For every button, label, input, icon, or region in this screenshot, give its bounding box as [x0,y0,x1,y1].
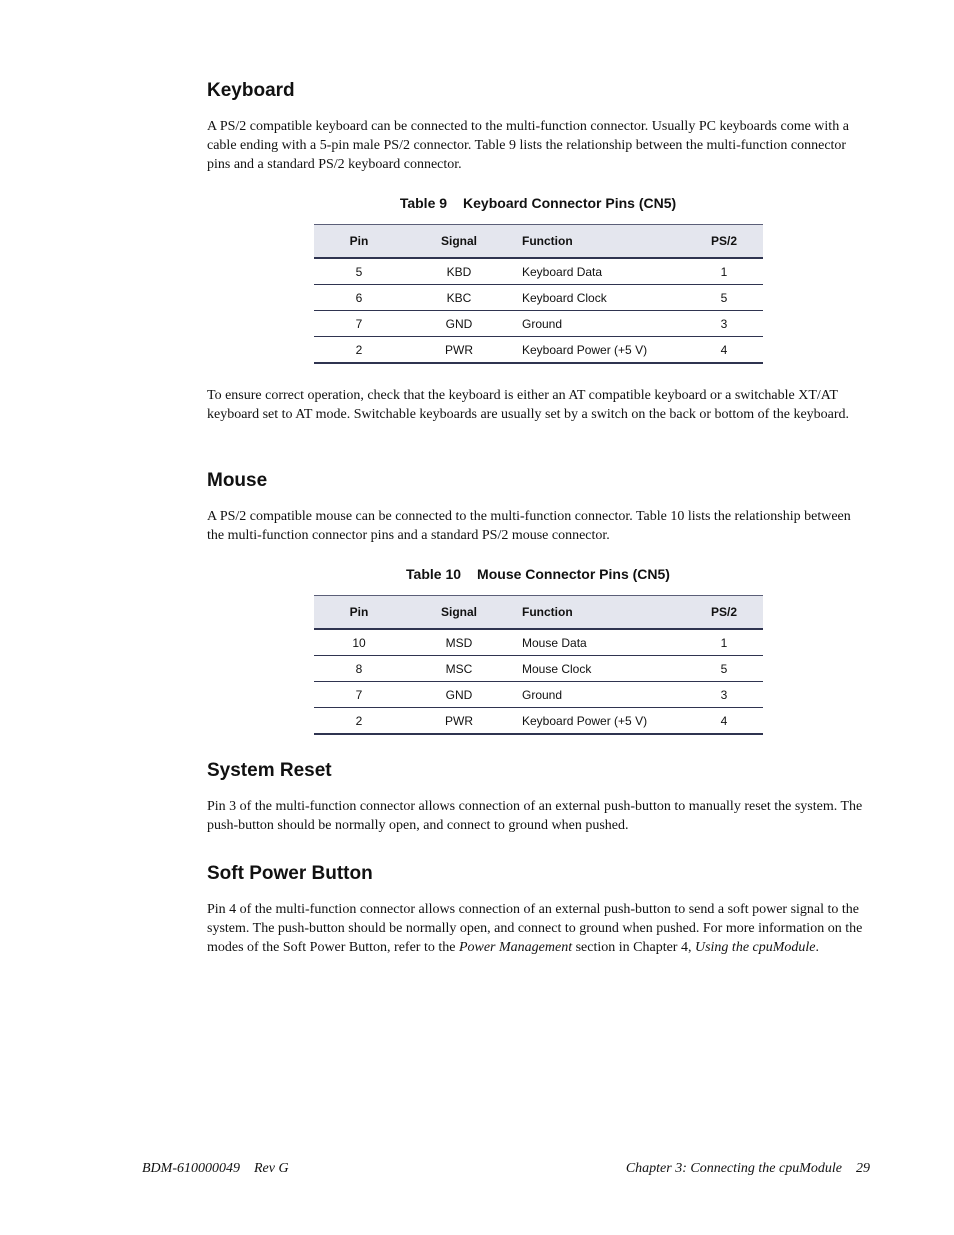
cell-signal: KBC [404,285,514,311]
cell-function: Mouse Clock [514,656,685,682]
column-header-pin: Pin [314,596,404,630]
cell-signal: PWR [404,708,514,735]
mouse-table-title: Mouse Connector Pins (CN5) [477,566,670,582]
soft-power-heading: Soft Power Button [207,863,373,884]
cell-ps2: 4 [685,337,763,364]
soft-power-body [207,900,869,957]
column-header-ps2: PS/2 [685,225,763,259]
cell-ps2: 4 [685,708,763,735]
cell-signal: GND [404,682,514,708]
footer-doc-id: BDM-610000049 [142,1161,240,1176]
column-header-signal: Signal [404,596,514,630]
soft-power-text-start: Pin 4 of the multi-function connector allows connection of an external push-button to send a soft power signal to the system. The push-button should be normally open, and connect to ground when pushed. For more information on the modes of the Soft Power Button, refer to the [207,902,863,955]
footer-revision: Rev G [254,1161,289,1176]
column-header-ps2: PS/2 [685,596,763,630]
keyboard-heading: Keyboard [207,80,295,101]
mouse-heading: Mouse [207,470,268,491]
cell-ps2: 3 [685,311,763,337]
keyboard-intro: A PS/2 compatible keyboard can be connected to the multi-function connector. Usually PC keyboards come with a cable ending with a 5-pin male PS/2 connector. Table 9 lists the relationship between the multi-function connector pins and a standard PS/2 keyboard connector. [207,119,849,172]
using-cpumodule-reference: Using the cpuModule [694,940,816,955]
keyboard-table-number: Table 9 [399,195,448,211]
cell-pin: 2 [314,337,404,364]
column-header-pin: Pin [314,225,404,259]
keyboard-connector-table [314,224,763,364]
cell-function: Keyboard Power (+5 V) [514,337,685,364]
cell-ps2: 5 [685,285,763,311]
cell-pin: 8 [314,656,404,682]
cell-function: Ground [514,311,685,337]
cell-pin: 2 [314,708,404,735]
cell-pin: 6 [314,285,404,311]
table-row [314,285,763,311]
cell-signal: KBD [404,258,514,285]
table-header-row [314,596,763,630]
cell-signal: GND [404,311,514,337]
cell-function: Keyboard Clock [514,285,685,311]
keyboard-compatibility-note: To ensure correct operation, check that the keyboard is either an AT compatible keyboard or a switchable XT/AT keyboard set to AT mode. Switchable keyboards are usually set by a switch on the back or bottom of the keyboard. [207,388,850,422]
mouse-intro: A PS/2 compatible mouse can be connected to the multi-function connector. Table 10 lists the relationship between the multi-function connector pins and a standard PS/2 mouse connector. [207,509,851,543]
cell-function: Ground [514,682,685,708]
column-header-signal: Signal [404,225,514,259]
page-number: 29 [856,1161,870,1176]
table-row [314,311,763,337]
system-reset-body: Pin 3 of the multi-function connector allows connection of an external push-button to manually reset the system. The push-button should be normally open, and connect to ground when pushed. [207,799,863,833]
cell-ps2: 5 [685,656,763,682]
table-row [314,656,763,682]
system-reset-heading: System Reset [207,760,332,781]
footer-chapter: Chapter 3: Connecting the cpuModule [625,1161,842,1176]
mouse-table-caption [207,566,869,582]
footer-right [626,1161,870,1177]
column-header-function: Function [514,596,685,630]
cell-function: Keyboard Data [514,258,685,285]
table-row [314,682,763,708]
cell-signal: PWR [404,337,514,364]
cell-pin: 10 [314,629,404,656]
mouse-table-number: Table 10 [406,566,462,582]
cell-pin: 7 [314,682,404,708]
keyboard-table-title: Keyboard Connector Pins (CN5) [463,195,677,211]
cell-pin: 5 [314,258,404,285]
cell-ps2: 3 [685,682,763,708]
mouse-connector-table [314,595,763,735]
table-row [314,708,763,735]
table-row [314,258,763,285]
cell-signal: MSD [404,629,514,656]
table-row [314,337,763,364]
cell-ps2: 1 [685,258,763,285]
cell-signal: MSC [404,656,514,682]
cell-pin: 7 [314,311,404,337]
keyboard-table-caption [207,195,869,211]
table-row [314,629,763,656]
cell-ps2: 1 [685,629,763,656]
cell-function: Mouse Data [514,629,685,656]
table-header-row [314,225,763,259]
footer-left [142,1161,289,1177]
column-header-function: Function [514,225,685,259]
power-management-reference: Power Management [458,940,573,955]
cell-function: Keyboard Power (+5 V) [514,708,685,735]
soft-power-text-mid: section in Chapter 4, [572,940,695,955]
soft-power-text-end: . [815,940,820,955]
